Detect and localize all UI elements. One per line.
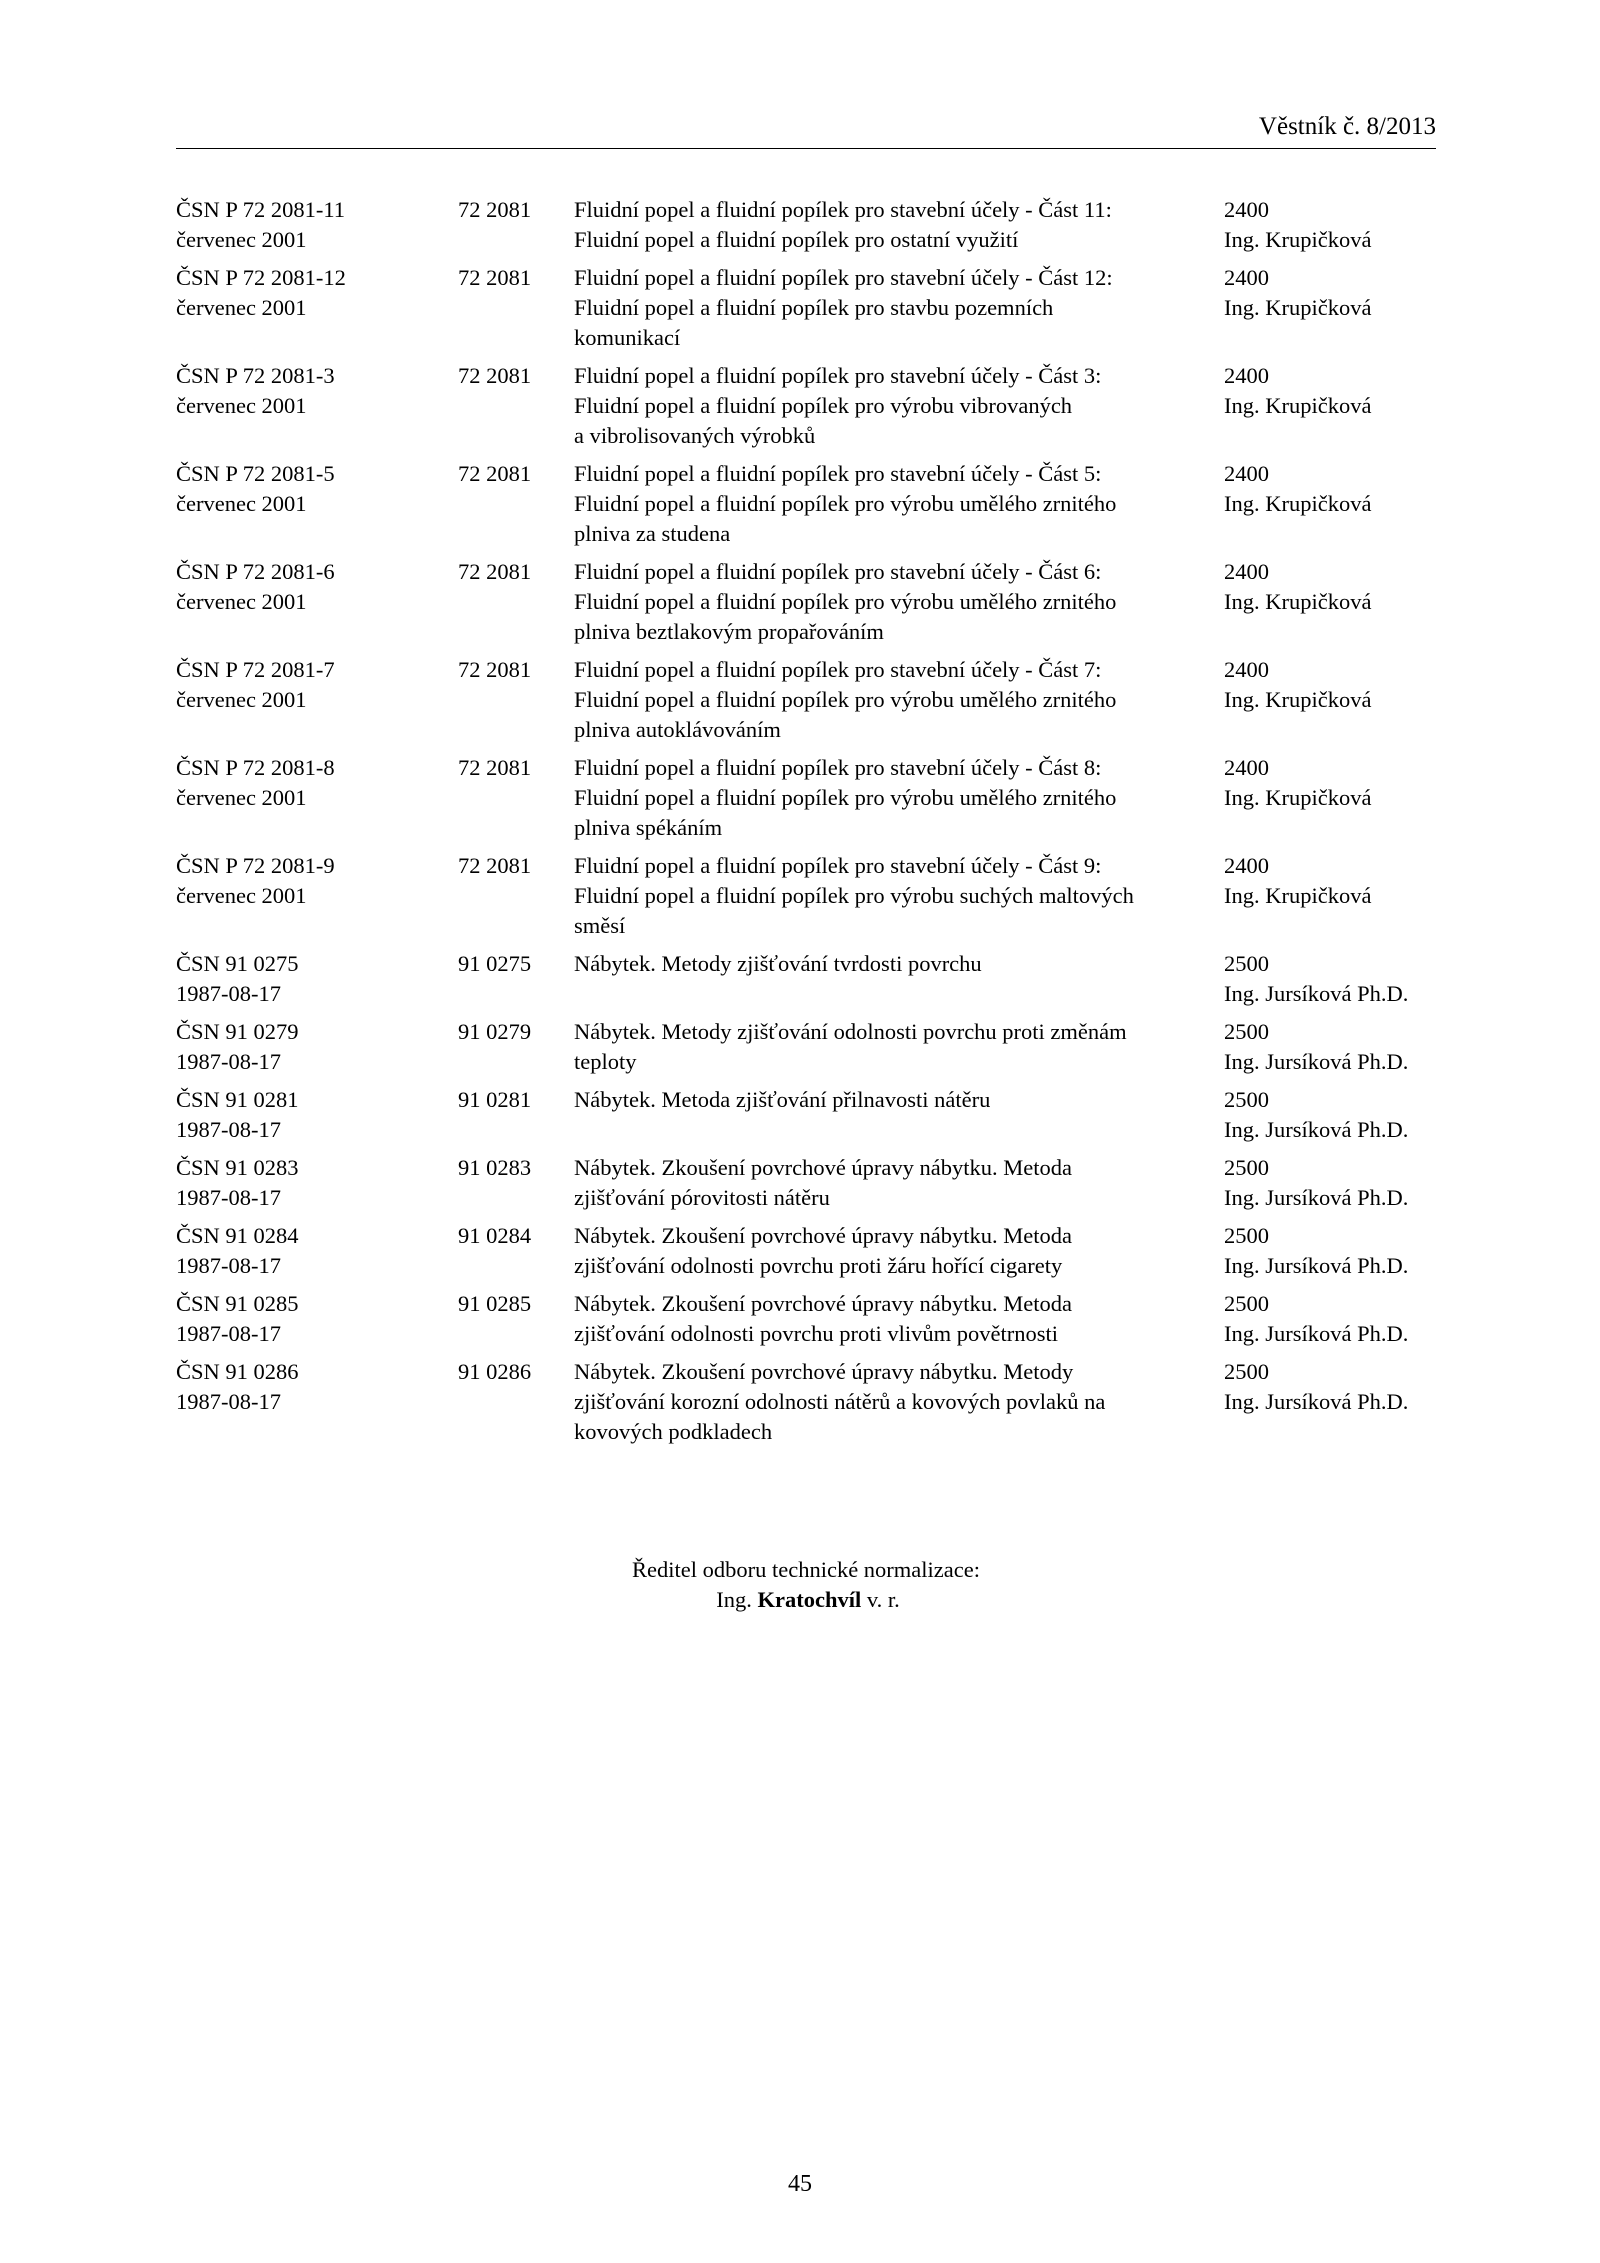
class-number: 91 0281 bbox=[458, 1087, 532, 1112]
responsible-person: Ing. Jursíková Ph.D. bbox=[1224, 1049, 1409, 1074]
responsible-person: Ing. Jursíková Ph.D. bbox=[1224, 1185, 1409, 1210]
standard-code: ČSN P 72 2081-7 bbox=[176, 657, 335, 682]
standard-title-cell bbox=[574, 263, 1224, 361]
standard-code: ČSN P 72 2081-3 bbox=[176, 363, 335, 388]
department-code: 2500 bbox=[1224, 1223, 1269, 1248]
table-row bbox=[176, 263, 1436, 361]
standard-id-cell bbox=[176, 655, 458, 753]
standard-title-cell bbox=[574, 1289, 1224, 1357]
standard-code: ČSN 91 0286 bbox=[176, 1359, 299, 1384]
department-code: 2500 bbox=[1224, 1019, 1269, 1044]
standard-title-line: Nábytek. Zkoušení povrchové úpravy nábytku. Metody bbox=[574, 1359, 1074, 1384]
standard-id-cell bbox=[176, 1017, 458, 1085]
standard-date: červenec 2001 bbox=[176, 393, 307, 418]
class-number-cell bbox=[458, 949, 574, 1017]
standard-id-cell bbox=[176, 459, 458, 557]
standard-title-cell bbox=[574, 1221, 1224, 1289]
signatory-prefix: Ing. bbox=[716, 1587, 752, 1612]
standard-code: ČSN P 72 2081-5 bbox=[176, 461, 335, 486]
responsible-cell bbox=[1224, 1221, 1436, 1289]
standard-title-cell bbox=[574, 949, 1224, 1017]
standard-code: ČSN P 72 2081-8 bbox=[176, 755, 335, 780]
standard-code: ČSN 91 0281 bbox=[176, 1087, 299, 1112]
standard-date: červenec 2001 bbox=[176, 785, 307, 810]
class-number: 72 2081 bbox=[458, 461, 532, 486]
table-row bbox=[176, 1357, 1436, 1455]
class-number-cell bbox=[458, 361, 574, 459]
standard-title-line: plniva beztlakovým propařováním bbox=[574, 619, 884, 644]
standard-title-line: Nábytek. Zkoušení povrchové úpravy nábytku. Metoda bbox=[574, 1155, 1072, 1180]
standard-title-cell bbox=[574, 1017, 1224, 1085]
standards-table bbox=[176, 195, 1436, 1455]
department-code: 2400 bbox=[1224, 197, 1269, 222]
table-row bbox=[176, 1221, 1436, 1289]
responsible-person: Ing. Krupičková bbox=[1224, 687, 1372, 712]
responsible-cell bbox=[1224, 459, 1436, 557]
standard-title-line: Nábytek. Metoda zjišťování přilnavosti nátěru bbox=[574, 1087, 991, 1112]
class-number-cell bbox=[458, 655, 574, 753]
class-number: 72 2081 bbox=[458, 853, 532, 878]
standard-date: 1987-08-17 bbox=[176, 1185, 281, 1210]
class-number: 72 2081 bbox=[458, 265, 532, 290]
standards-table-body bbox=[176, 195, 1436, 1455]
table-row bbox=[176, 557, 1436, 655]
standard-id-cell bbox=[176, 1221, 458, 1289]
standard-title-cell bbox=[574, 1085, 1224, 1153]
department-code: 2500 bbox=[1224, 951, 1269, 976]
responsible-person: Ing. Jursíková Ph.D. bbox=[1224, 1389, 1409, 1414]
responsible-person: Ing. Krupičková bbox=[1224, 491, 1372, 516]
class-number-cell bbox=[458, 851, 574, 949]
department-code: 2400 bbox=[1224, 853, 1269, 878]
responsible-person: Ing. Krupičková bbox=[1224, 589, 1372, 614]
standard-title-line: Fluidní popel a fluidní popílek pro stavební účely - Část 11: bbox=[574, 197, 1112, 222]
standard-title-line: Nábytek. Metody zjišťování odolnosti povrchu proti změnám bbox=[574, 1019, 1127, 1044]
standard-date: 1987-08-17 bbox=[176, 981, 281, 1006]
standard-title-line: Nábytek. Metody zjišťování tvrdosti povrchu bbox=[574, 951, 982, 976]
standard-title-line: Fluidní popel a fluidní popílek pro stavební účely - Část 3: bbox=[574, 363, 1102, 388]
table-row bbox=[176, 1153, 1436, 1221]
table-row bbox=[176, 753, 1436, 851]
class-number: 91 0283 bbox=[458, 1155, 532, 1180]
department-code: 2500 bbox=[1224, 1291, 1269, 1316]
responsible-cell bbox=[1224, 557, 1436, 655]
standard-title-line: zjišťování odolnosti povrchu proti vlivům povětrnosti bbox=[574, 1321, 1058, 1346]
class-number-cell bbox=[458, 1357, 574, 1455]
standard-title-line: zjišťování odolnosti povrchu proti žáru hořící cigarety bbox=[574, 1253, 1063, 1278]
responsible-cell bbox=[1224, 753, 1436, 851]
table-row bbox=[176, 1289, 1436, 1357]
standard-id-cell bbox=[176, 949, 458, 1017]
standard-title-line: Fluidní popel a fluidní popílek pro stavební účely - Část 8: bbox=[574, 755, 1102, 780]
standard-title-line: Fluidní popel a fluidní popílek pro výrobu umělého zrnitého bbox=[574, 687, 1117, 712]
class-number-cell bbox=[458, 459, 574, 557]
responsible-person: Ing. Krupičková bbox=[1224, 785, 1372, 810]
standard-title-cell bbox=[574, 195, 1224, 263]
class-number-cell bbox=[458, 195, 574, 263]
standard-title-line: směsí bbox=[574, 913, 626, 938]
class-number: 72 2081 bbox=[458, 363, 532, 388]
standard-title-line: Fluidní popel a fluidní popílek pro výrobu umělého zrnitého bbox=[574, 589, 1117, 614]
signature-block bbox=[0, 1555, 1600, 1615]
class-number: 72 2081 bbox=[458, 197, 532, 222]
standard-title-line: zjišťování pórovitosti nátěru bbox=[574, 1185, 830, 1210]
class-number-cell bbox=[458, 753, 574, 851]
standard-id-cell bbox=[176, 1289, 458, 1357]
standard-title-cell bbox=[574, 557, 1224, 655]
standard-title-cell bbox=[574, 753, 1224, 851]
standard-id-cell bbox=[176, 753, 458, 851]
standard-title-line: plniva autoklávováním bbox=[574, 717, 781, 742]
standard-title-line: Nábytek. Zkoušení povrchové úpravy nábytku. Metoda bbox=[574, 1291, 1072, 1316]
class-number-cell bbox=[458, 1017, 574, 1085]
responsible-cell bbox=[1224, 851, 1436, 949]
standard-code: ČSN P 72 2081-12 bbox=[176, 265, 346, 290]
standard-title-line: komunikací bbox=[574, 325, 681, 350]
responsible-cell bbox=[1224, 1357, 1436, 1455]
standard-title-line: plniva spékáním bbox=[574, 815, 723, 840]
standard-code: ČSN P 72 2081-11 bbox=[176, 197, 345, 222]
standard-date: 1987-08-17 bbox=[176, 1049, 281, 1074]
class-number-cell bbox=[458, 263, 574, 361]
class-number: 91 0279 bbox=[458, 1019, 532, 1044]
department-code: 2400 bbox=[1224, 657, 1269, 682]
standard-title-line: Fluidní popel a fluidní popílek pro výrobu umělého zrnitého bbox=[574, 785, 1117, 810]
standard-title-line: a vibrolisovaných výrobků bbox=[574, 423, 816, 448]
standard-title-line: Fluidní popel a fluidní popílek pro stavební účely - Část 9: bbox=[574, 853, 1102, 878]
standard-date: červenec 2001 bbox=[176, 589, 307, 614]
standard-id-cell bbox=[176, 195, 458, 263]
class-number-cell bbox=[458, 1153, 574, 1221]
standard-date: 1987-08-17 bbox=[176, 1117, 281, 1142]
responsible-cell bbox=[1224, 655, 1436, 753]
responsible-person: Ing. Krupičková bbox=[1224, 295, 1372, 320]
class-number: 91 0284 bbox=[458, 1223, 532, 1248]
standard-code: ČSN P 72 2081-9 bbox=[176, 853, 335, 878]
class-number-cell bbox=[458, 1085, 574, 1153]
class-number-cell bbox=[458, 1221, 574, 1289]
standard-id-cell bbox=[176, 557, 458, 655]
responsible-cell bbox=[1224, 1085, 1436, 1153]
department-code: 2500 bbox=[1224, 1087, 1269, 1112]
standard-title-line: Fluidní popel a fluidní popílek pro stavební účely - Část 5: bbox=[574, 461, 1102, 486]
page-number: 45 bbox=[788, 2171, 812, 2197]
standard-code: ČSN P 72 2081-6 bbox=[176, 559, 335, 584]
standard-date: červenec 2001 bbox=[176, 295, 307, 320]
standard-title-line: Fluidní popel a fluidní popílek pro ostatní využití bbox=[574, 227, 1019, 252]
standard-date: červenec 2001 bbox=[176, 687, 307, 712]
signatory-name: Kratochvíl bbox=[757, 1587, 862, 1612]
responsible-cell bbox=[1224, 361, 1436, 459]
department-code: 2400 bbox=[1224, 461, 1269, 486]
responsible-cell bbox=[1224, 1153, 1436, 1221]
standard-id-cell bbox=[176, 1085, 458, 1153]
class-number-cell bbox=[458, 557, 574, 655]
responsible-person: Ing. Jursíková Ph.D. bbox=[1224, 981, 1409, 1006]
standard-code: ČSN 91 0279 bbox=[176, 1019, 299, 1044]
standard-id-cell bbox=[176, 851, 458, 949]
standard-title-line: Fluidní popel a fluidní popílek pro stavební účely - Část 12: bbox=[574, 265, 1113, 290]
standard-date: červenec 2001 bbox=[176, 491, 307, 516]
table-row bbox=[176, 851, 1436, 949]
department-code: 2400 bbox=[1224, 755, 1269, 780]
standard-date: červenec 2001 bbox=[176, 227, 307, 252]
standard-id-cell bbox=[176, 263, 458, 361]
table-row bbox=[176, 655, 1436, 753]
table-row bbox=[176, 949, 1436, 1017]
table-row bbox=[176, 1017, 1436, 1085]
responsible-cell bbox=[1224, 1017, 1436, 1085]
table-row bbox=[176, 195, 1436, 263]
standard-title-line: zjišťování korozní odolnosti nátěrů a kovových povlaků na bbox=[574, 1389, 1106, 1414]
responsible-person: Ing. Jursíková Ph.D. bbox=[1224, 1321, 1409, 1346]
responsible-cell bbox=[1224, 195, 1436, 263]
standard-title-line: Fluidní popel a fluidní popílek pro výrobu vibrovaných bbox=[574, 393, 1073, 418]
standard-title-cell bbox=[574, 851, 1224, 949]
signatory-position: Ředitel odboru technické normalizace: bbox=[632, 1557, 980, 1582]
department-code: 2500 bbox=[1224, 1155, 1269, 1180]
class-number: 91 0275 bbox=[458, 951, 532, 976]
class-number: 72 2081 bbox=[458, 755, 532, 780]
standard-date: 1987-08-17 bbox=[176, 1389, 281, 1414]
standard-code: ČSN 91 0283 bbox=[176, 1155, 299, 1180]
responsible-cell bbox=[1224, 949, 1436, 1017]
table-row bbox=[176, 459, 1436, 557]
standard-title-line: Fluidní popel a fluidní popílek pro výrobu suchých maltových bbox=[574, 883, 1134, 908]
class-number: 72 2081 bbox=[458, 559, 532, 584]
standard-date: 1987-08-17 bbox=[176, 1253, 281, 1278]
class-number: 72 2081 bbox=[458, 657, 532, 682]
standard-date: červenec 2001 bbox=[176, 883, 307, 908]
standard-code: ČSN 91 0285 bbox=[176, 1291, 299, 1316]
standard-id-cell bbox=[176, 361, 458, 459]
standard-title-line: Fluidní popel a fluidní popílek pro stavební účely - Část 6: bbox=[574, 559, 1102, 584]
class-number: 91 0286 bbox=[458, 1359, 532, 1384]
standard-title-cell bbox=[574, 1357, 1224, 1455]
standard-id-cell bbox=[176, 1153, 458, 1221]
standard-date: 1987-08-17 bbox=[176, 1321, 281, 1346]
responsible-person: Ing. Jursíková Ph.D. bbox=[1224, 1117, 1409, 1142]
class-number-cell bbox=[458, 1289, 574, 1357]
signatory-suffix: v. r. bbox=[866, 1587, 900, 1612]
standard-code: ČSN 91 0275 bbox=[176, 951, 299, 976]
standard-title-cell bbox=[574, 1153, 1224, 1221]
department-code: 2400 bbox=[1224, 363, 1269, 388]
table-row bbox=[176, 1085, 1436, 1153]
department-code: 2400 bbox=[1224, 265, 1269, 290]
standard-title-cell bbox=[574, 361, 1224, 459]
standard-title-cell bbox=[574, 459, 1224, 557]
responsible-person: Ing. Krupičková bbox=[1224, 393, 1372, 418]
standard-id-cell bbox=[176, 1357, 458, 1455]
department-code: 2400 bbox=[1224, 559, 1269, 584]
bulletin-title: Věstník č. 8/2013 bbox=[1258, 113, 1436, 140]
department-code: 2500 bbox=[1224, 1359, 1269, 1384]
standard-title-line: teploty bbox=[574, 1049, 637, 1074]
responsible-person: Ing. Jursíková Ph.D. bbox=[1224, 1253, 1409, 1278]
standard-title-line: Fluidní popel a fluidní popílek pro stavební účely - Část 7: bbox=[574, 657, 1102, 682]
table-row bbox=[176, 361, 1436, 459]
standard-title-line: plniva za studena bbox=[574, 521, 731, 546]
standard-title-line: kovových podkladech bbox=[574, 1419, 773, 1444]
standard-code: ČSN 91 0284 bbox=[176, 1223, 299, 1248]
standard-title-line: Nábytek. Zkoušení povrchové úpravy nábytku. Metoda bbox=[574, 1223, 1072, 1248]
responsible-person: Ing. Krupičková bbox=[1224, 227, 1372, 252]
responsible-person: Ing. Krupičková bbox=[1224, 883, 1372, 908]
standard-title-cell bbox=[574, 655, 1224, 753]
responsible-cell bbox=[1224, 263, 1436, 361]
standard-title-line: Fluidní popel a fluidní popílek pro stavbu pozemních bbox=[574, 295, 1054, 320]
responsible-cell bbox=[1224, 1289, 1436, 1357]
class-number: 91 0285 bbox=[458, 1291, 532, 1316]
standard-title-line: Fluidní popel a fluidní popílek pro výrobu umělého zrnitého bbox=[574, 491, 1117, 516]
page-header bbox=[176, 110, 1436, 149]
signatory-line bbox=[8, 1585, 1600, 1615]
